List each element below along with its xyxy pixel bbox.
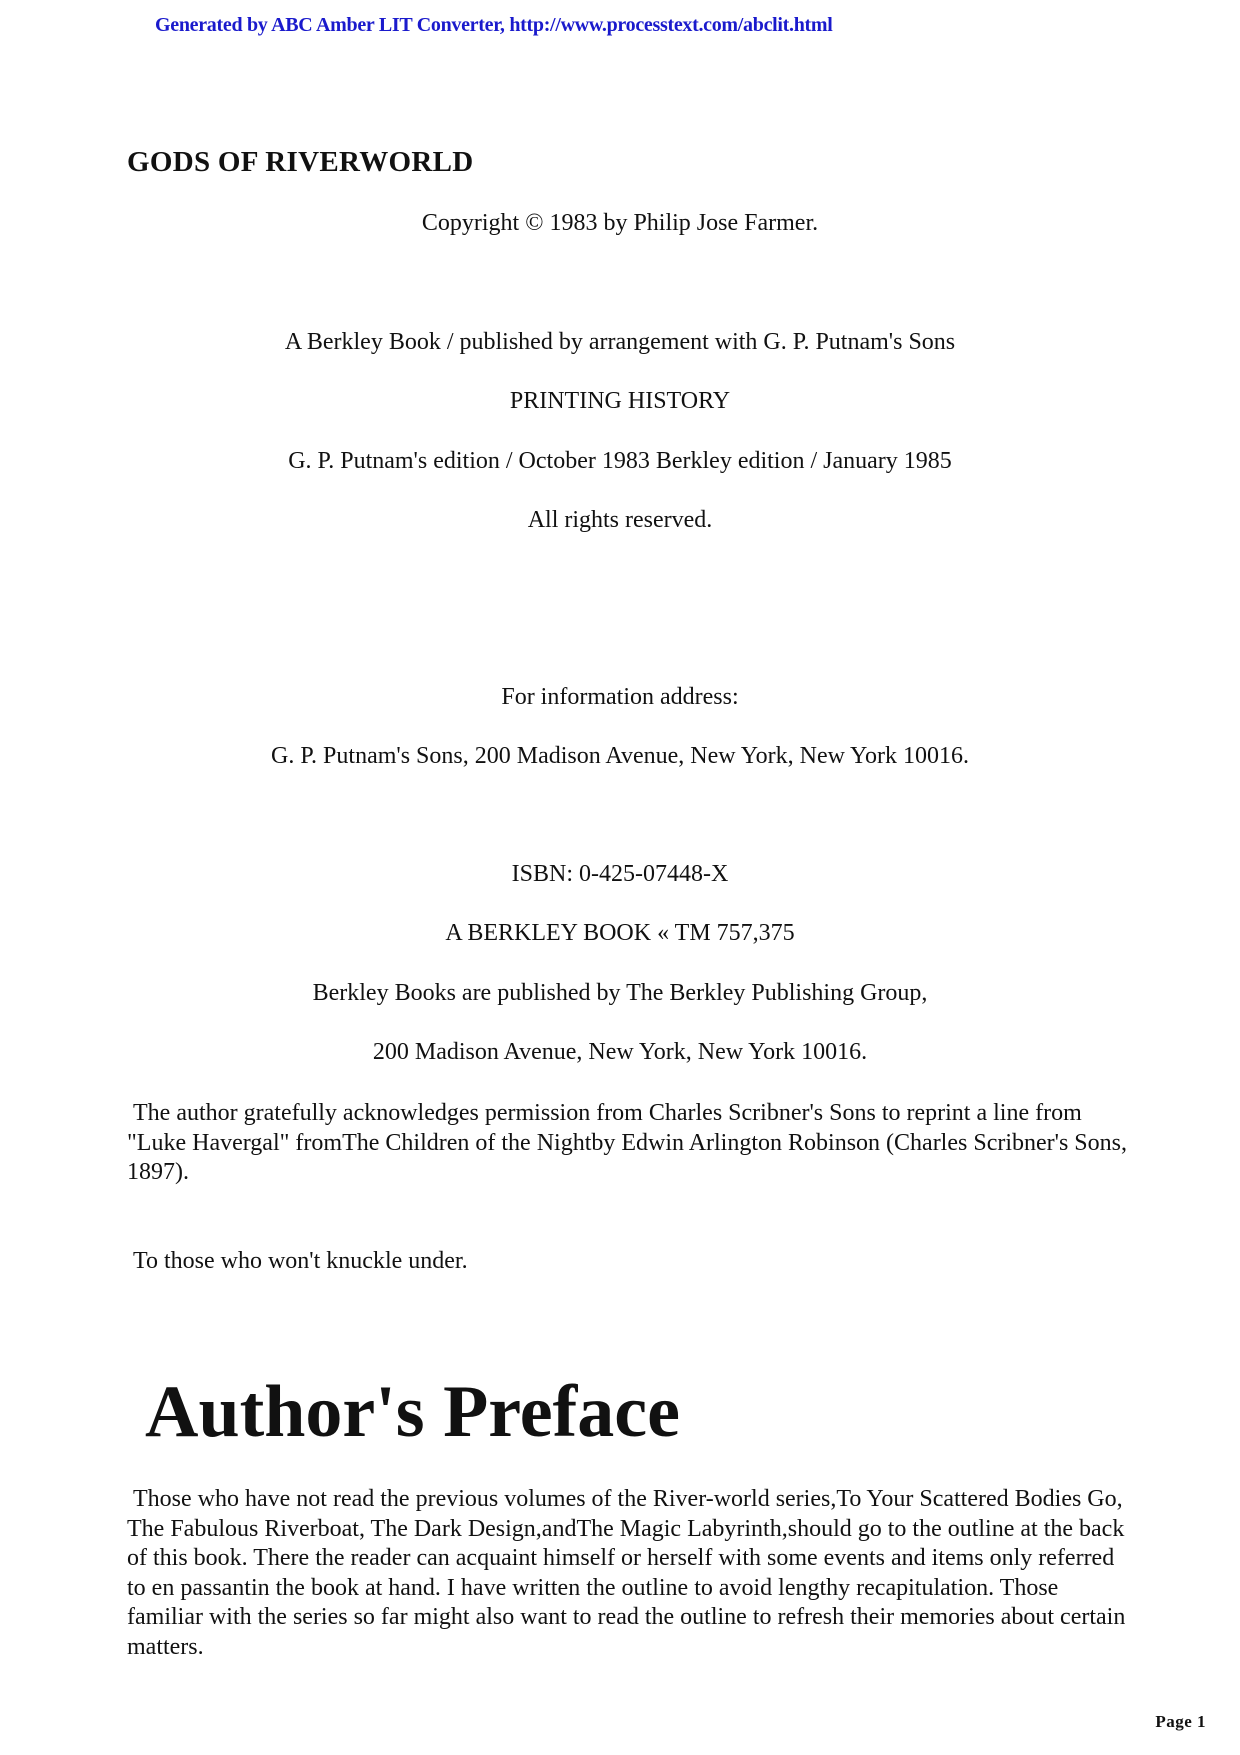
copyright-line: Copyright © 1983 by Philip Jose Farmer. [421,210,819,236]
preface-paragraph: Those who have not read the previous volumes of the River-world series,To Your Scattered Bodies Go, The Fabulous Riverboat, The Dark Design,andThe Magic Labyrinth,should go to the outline at the back of this book. There the reader can acquaint himself or herself with some events and items only referred to en passantin the book at hand. I have written the outline to avoid lengthy recapitulation. Those familiar with the series so far might also want to read the outline to refresh their memories about certain matters. [127,1486,1126,1660]
trademark-line: A BERKLEY BOOK « TM 757,375 [445,920,795,946]
book-title: GODS OF RIVERWORLD [127,146,474,178]
publishing-group-line: Berkley Books are published by The Berkley Publishing Group, [312,980,928,1006]
publisher-note: A Berkley Book / published by arrangement with G. P. Putnam's Sons [284,329,956,355]
printing-history: G. P. Putnam's edition / October 1983 Berkley edition / January 1985 [288,448,952,474]
rights-line: All rights reserved. [527,507,713,533]
dedication: To those who won't knuckle under. [133,1248,468,1274]
info-address: G. P. Putnam's Sons, 200 Madison Avenue, New York, New York 10016. [271,743,969,769]
preface-heading: Author's Preface [145,1371,680,1453]
printing-history-heading: PRINTING HISTORY [509,388,731,414]
info-address-label: For information address: [501,684,739,710]
page-number: Page 1 [1155,1712,1206,1731]
acknowledgment-paragraph: The author gratefully acknowledges permission from Charles Scribner's Sons to reprint a line from "Luke Havergal" fromThe Children of the Nightby Edwin Arlington Robinson (Charles Scribner's Sons, 1897). [127,1100,1127,1185]
isbn-line: ISBN: 0-425-07448-X [511,861,729,887]
generator-banner[interactable]: Generated by ABC Amber LIT Converter, http://www.processtext.com/abclit.html [155,14,833,36]
publishing-address-line: 200 Madison Avenue, New York, New York 10016. [372,1039,868,1065]
